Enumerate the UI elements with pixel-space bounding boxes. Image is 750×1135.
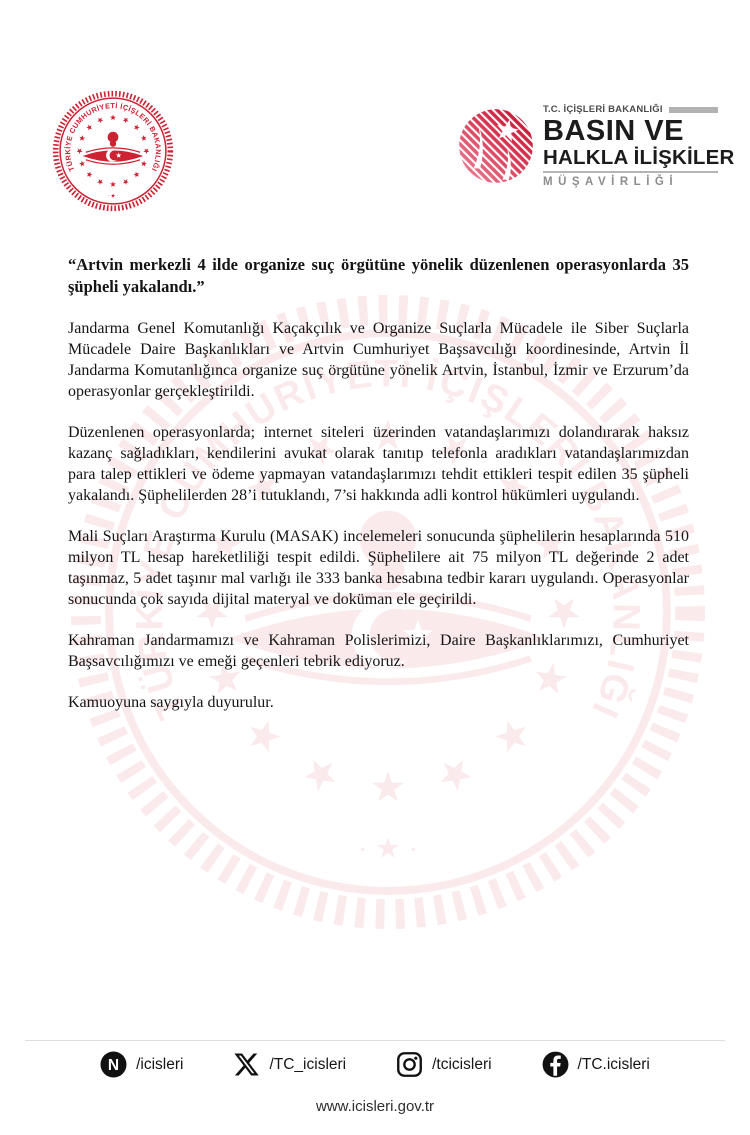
press-logo-ministry-line: T.C. İÇİŞLERİ BAKANLIĞI bbox=[543, 103, 663, 115]
social-handle: /TC.icisleri bbox=[577, 1055, 650, 1073]
paragraph: Jandarma Genel Komutanlığı Kaçakçılık ve Organize Suçlarla Mücadele ile Siber Suçlarla Mücadele Daire Başkanlıkları ve Artvin Cumhuriyet Başsavcılığı koordinesinde, Artvin İl Jandarma Komutanlığınca organize suç örgütüne yönelik Artvin, İstanbul, İzmir ve Erzurum’da operasyonlar gerçekleştirildi. bbox=[68, 320, 689, 400]
press-release-body bbox=[68, 254, 689, 733]
seal-center-emblem bbox=[83, 132, 143, 164]
paragraph: Kamuoyuna saygıyla duyurulur. bbox=[68, 694, 274, 711]
social-handle: /TC_icisleri bbox=[269, 1055, 347, 1073]
press-logo-bar bbox=[669, 107, 718, 113]
press-logo-subtitle: MÜŞAVİRLİĞİ bbox=[543, 176, 679, 189]
press-logo-ball-icon bbox=[456, 106, 536, 186]
social-handle: /icisleri bbox=[136, 1055, 184, 1073]
press-logo-separator bbox=[543, 171, 718, 173]
facebook-icon bbox=[542, 1051, 569, 1078]
press-logo-title-line2: HALKLA İLİŞKİLER bbox=[543, 145, 735, 169]
paragraph: Kahraman Jandarmamızı ve Kahraman Polislerimizi, Daire Başkanlıklarımızı, Cumhuriyet Başsavcılığımızı ve emeği geçenleri tebrik ediyoruz. bbox=[68, 632, 689, 670]
ministry-seal-logo bbox=[50, 88, 176, 214]
seal-ring-text: TÜRKİYE CUMHURİYETİ İÇİŞLERİ BAKANLIĞI bbox=[63, 101, 163, 173]
social-links-row bbox=[0, 1051, 750, 1078]
press-release-title: “Artvin merkezli 4 ilde organize suç örgütüne yönelik düzenlenen operasyonlarda 35 şüpheli yakalandı.” bbox=[68, 255, 689, 296]
press-logo-title-line1: BASIN VE bbox=[543, 114, 684, 147]
footer-divider bbox=[25, 1040, 725, 1041]
x-icon bbox=[233, 1051, 260, 1078]
press-relations-logo bbox=[456, 100, 735, 192]
social-link-instagram[interactable] bbox=[396, 1051, 491, 1078]
paragraph: Mali Suçları Araştırma Kurulu (MASAK) incelemeleri sonucunda şüphelilerin hesaplarında 510 milyon TL hesap hareketliliği tespit edildi. Şüphelilere ait 75 milyon TL değerinde 2 adet taşınmaz, 5 adet taşınır mal varlığı ile 333 banka hesabına tedbir kararı uygulandı. Operasyonlar sonucunda çok sayıda dijital materyal ve doküman ele geçirildi. bbox=[68, 528, 689, 608]
paragraph: Düzenlenen operasyonlarda; internet siteleri üzerinden vatandaşlarımızı dolandırarak haksız kazanç sağladıkları, kendilerini avukat olarak tanıtıp telefonla aradıkları vatandaşlarımızdan para talep ettikleri ve ödeme yapmayan vatandaşlarımızı tehdit ettikleri tespit edilen 35 şüpheli yakalandı. Şüphelilerden 28’i tutuklandı, 7’si hakkında adli kontrol hükümleri uygulandı. bbox=[68, 424, 689, 504]
svg-text:N: N bbox=[107, 1057, 120, 1074]
social-link-nsosyal[interactable] bbox=[100, 1051, 183, 1078]
social-link-x[interactable] bbox=[233, 1051, 346, 1078]
social-link-facebook[interactable] bbox=[542, 1051, 650, 1078]
instagram-icon bbox=[396, 1051, 423, 1078]
nsosyal-icon bbox=[100, 1051, 127, 1078]
website-url[interactable]: www.icisleri.gov.tr bbox=[315, 1098, 435, 1115]
seal-bottom-mark: · ★ · bbox=[107, 193, 119, 200]
social-handle: /tcicisleri bbox=[432, 1055, 492, 1073]
